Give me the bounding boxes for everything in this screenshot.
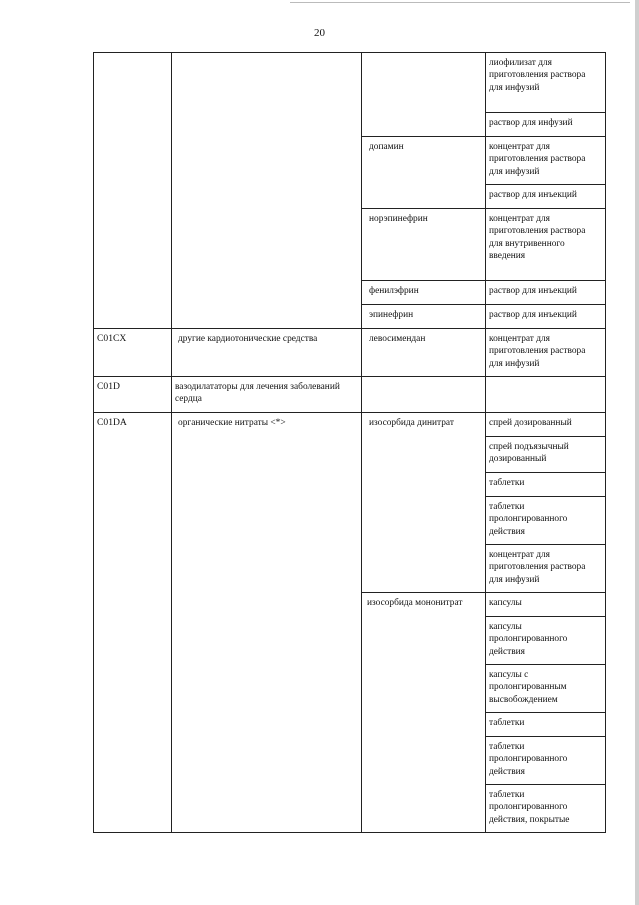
table-row (94, 413, 606, 437)
inn-cell: норэпинефрин (362, 209, 486, 281)
dosage-form-cell: таблетки пролонгированного действия (486, 737, 606, 785)
dosage-form-cell: капсулы пролонгированного действия (486, 617, 606, 665)
dosage-form-cell: спрей подъязычный дозированный (486, 437, 606, 473)
dosage-form-cell: таблетки пролонгированного действия, покрытые (486, 785, 606, 833)
inn-cell (362, 53, 486, 137)
dosage-form-cell: таблетки (486, 473, 606, 497)
scan-artifact-line (290, 2, 630, 3)
atc-group-cell: другие кардиотонические средства (172, 329, 362, 377)
dosage-form-cell: капсулы с пролонгированным высвобождением (486, 665, 606, 713)
atc-code-cell: C01DA (94, 413, 172, 833)
inn-cell: допамин (362, 137, 486, 209)
inn-cell: фенилэфрин (362, 281, 486, 305)
dosage-form-cell: лиофилизат для приготовления раствора для инфузий (486, 53, 606, 113)
atc-code-cell (94, 53, 172, 329)
atc-code-cell: C01CX (94, 329, 172, 377)
inn-cell: изосорбида мононитрат (362, 593, 486, 833)
drug-list-table (93, 52, 606, 833)
atc-code-cell: C01D (94, 377, 172, 413)
dosage-form-cell: концентрат для приготовления раствора для инфузий (486, 329, 606, 377)
dosage-form-cell: раствор для инъекций (486, 281, 606, 305)
dosage-form-cell: концентрат для приготовления раствора для инфузий (486, 545, 606, 593)
atc-group-cell (172, 53, 362, 329)
table-row (94, 53, 606, 113)
dosage-form-cell: таблетки (486, 713, 606, 737)
table-row (94, 377, 606, 413)
page-number: 20 (314, 27, 325, 39)
dosage-form-cell: раствор для инфузий (486, 113, 606, 137)
dosage-form-cell: спрей дозированный (486, 413, 606, 437)
dosage-form-cell: концентрат для приготовления раствора для внутривенного введения (486, 209, 606, 281)
inn-cell: эпинефрин (362, 305, 486, 329)
atc-group-cell: вазодилататоры для лечения заболеваний сердца (172, 377, 362, 413)
atc-group-cell: органические нитраты <*> (172, 413, 362, 833)
inn-cell: левосимендан (362, 329, 486, 377)
dosage-form-cell: капсулы (486, 593, 606, 617)
table-row (94, 329, 606, 377)
dosage-form-cell: раствор для инъекций (486, 185, 606, 209)
scan-artifact-edge (635, 0, 639, 905)
dosage-form-cell: раствор для инъекций (486, 305, 606, 329)
dosage-form-cell: таблетки пролонгированного действия (486, 497, 606, 545)
dosage-form-cell (486, 377, 606, 413)
inn-cell: изосорбида динитрат (362, 413, 486, 593)
inn-cell (362, 377, 486, 413)
dosage-form-cell: концентрат для приготовления раствора для инфузий (486, 137, 606, 185)
